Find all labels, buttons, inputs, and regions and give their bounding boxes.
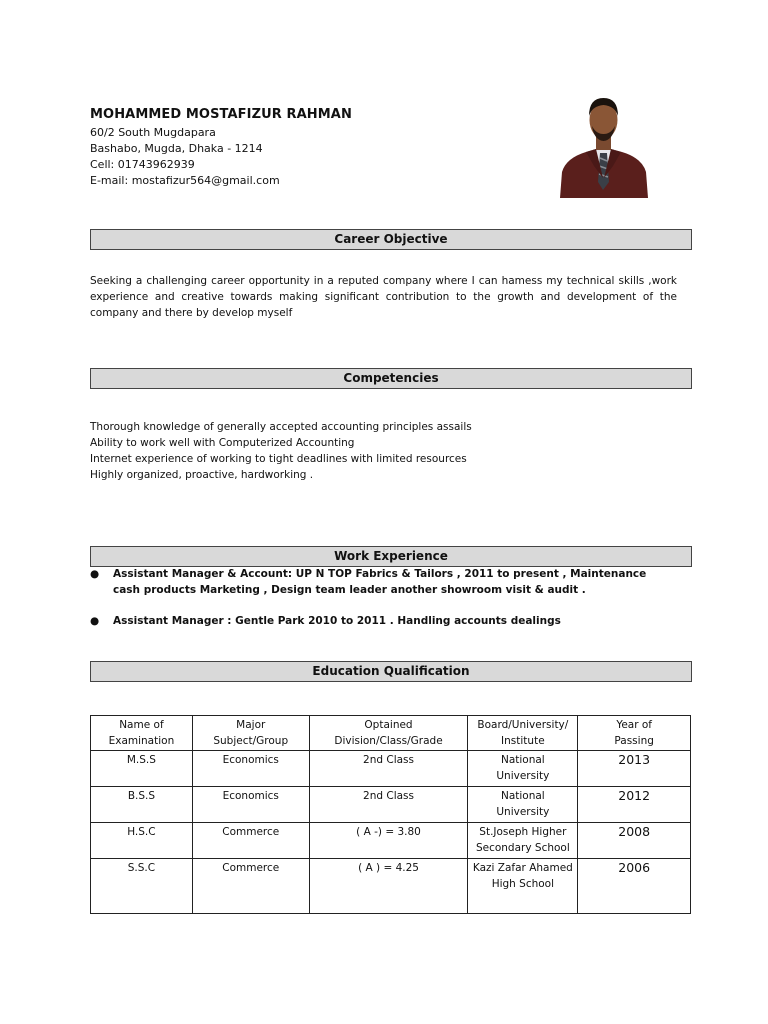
cell-board: St.Joseph Higher Secondary School [468, 823, 578, 859]
header-exam: Name of Examination [91, 716, 193, 751]
bullet-icon: ● [90, 568, 100, 580]
cell-exam: H.S.C [91, 823, 193, 859]
table-header-row [91, 716, 691, 751]
cell-grade: 2nd Class [309, 751, 468, 787]
cell-year: 2012 [578, 787, 691, 823]
address-line-1: 60/2 South Mugdapara [90, 126, 216, 139]
work-item-text: Assistant Manager & Account: UP N TOP Fabrics & Tailors , 2011 to present , Maintenance cash products Marketing , Design team leader another showroom visit & audit . [113, 568, 647, 596]
cell-grade: ( A -) = 3.80 [309, 823, 468, 859]
header-grade: Optained Division/Class/Grade [309, 716, 468, 751]
cell-year: 2013 [578, 751, 691, 787]
competency-item: Internet experience of working to tight deadlines with limited resources [90, 453, 467, 465]
header-year: Year of Passing [578, 716, 691, 751]
cell-year: 2008 [578, 823, 691, 859]
cell-subject: Economics [192, 787, 309, 823]
address-line-2: Bashabo, Mugda, Dhaka - 1214 [90, 142, 263, 155]
competency-item: Ability to work well with Computerized Accounting [90, 437, 355, 449]
cell-grade: ( A ) = 4.25 [309, 859, 468, 914]
cell-grade: 2nd Class [309, 787, 468, 823]
email-address: E-mail: mostafizur564@gmail.com [90, 174, 280, 187]
profile-photo [558, 86, 649, 198]
applicant-name: MOHAMMED MOSTAFIZUR RAHMAN [90, 107, 352, 122]
table-row [91, 823, 691, 859]
cell-exam: S.S.C [91, 859, 193, 914]
competency-item: Highly organized, proactive, hardworking . [90, 469, 314, 481]
table-row [91, 787, 691, 823]
cell-exam: B.S.S [91, 787, 193, 823]
contact-block [90, 125, 280, 189]
competency-item: Thorough knowledge of generally accepted accounting principles assails [90, 421, 472, 433]
cell-subject: Commerce [192, 823, 309, 859]
cell-board: National University [468, 787, 578, 823]
cell-number: Cell: 01743962939 [90, 158, 195, 171]
competencies-heading: Competencies [90, 368, 692, 389]
table-row [91, 751, 691, 787]
bullet-icon: ● [90, 615, 100, 627]
cell-exam: M.S.S [91, 751, 193, 787]
cell-board: Kazi Zafar Ahamed High School [468, 859, 578, 914]
career-objective-heading: Career Objective [90, 229, 692, 250]
cell-subject: Commerce [192, 859, 309, 914]
work-item-text: Assistant Manager : Gentle Park 2010 to 2011 . Handling accounts dealings [113, 615, 561, 627]
education-table [90, 715, 691, 914]
cell-year: 2006 [578, 859, 691, 914]
header-board: Board/University/ Institute [468, 716, 578, 751]
competencies-list [90, 419, 472, 483]
cell-board: National University [468, 751, 578, 787]
profile-photo-portrait [558, 86, 649, 198]
cell-subject: Economics [192, 751, 309, 787]
header-subject: Major Subject/Group [192, 716, 309, 751]
career-objective-text: Seeking a challenging career opportunity in a reputed company where I can hamess my technical skills ,work experience and creative towards making significant contribution to the growth and development of the company and there by develop myself [90, 275, 677, 319]
work-experience-heading: Work Experience [90, 546, 692, 567]
table-row [91, 859, 691, 914]
education-heading: Education Qualification [90, 661, 692, 682]
